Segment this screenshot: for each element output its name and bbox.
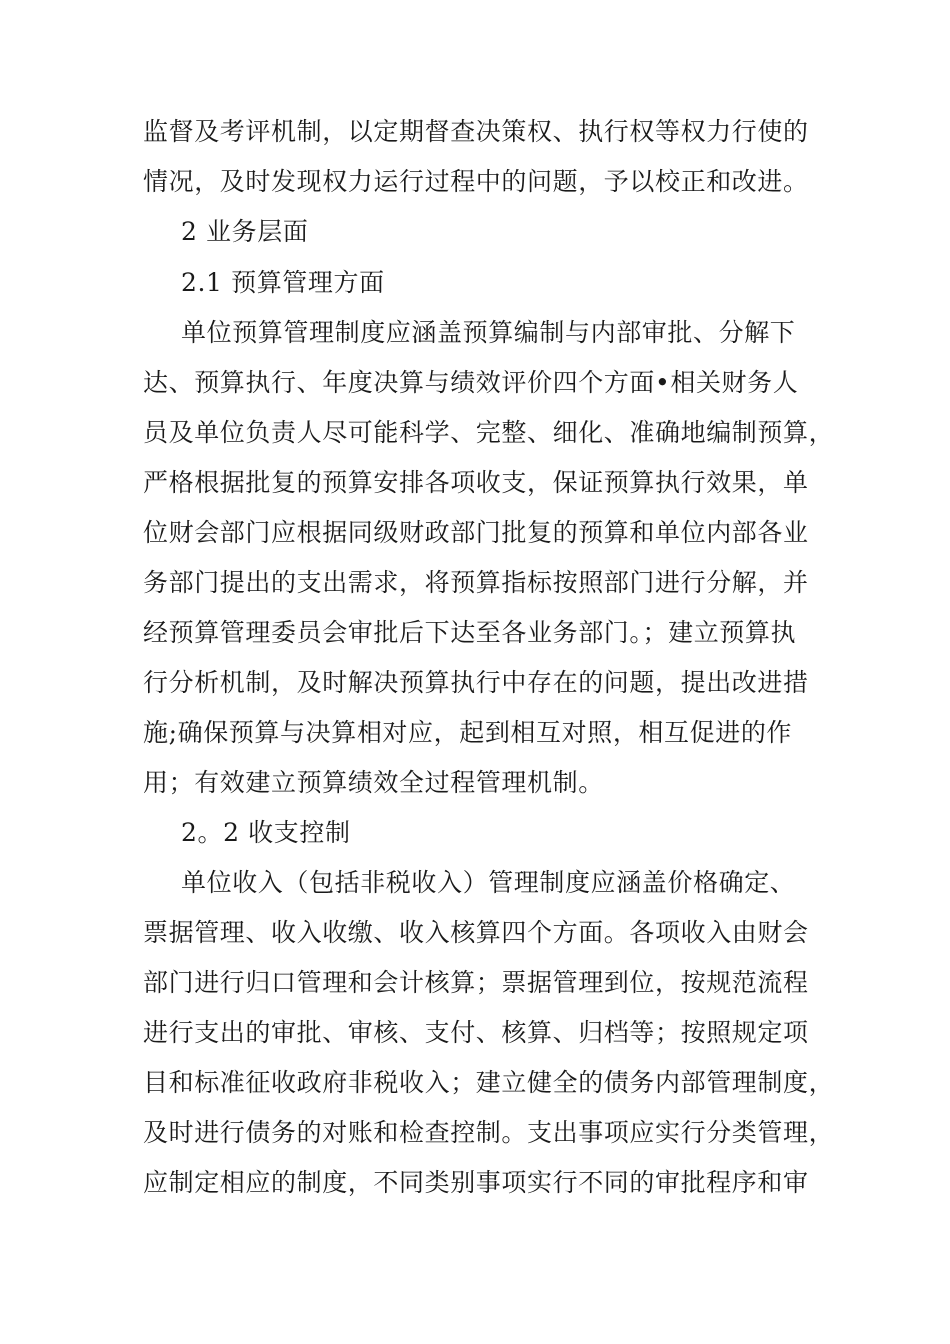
text-line: 用；有效建立预算绩效全过程管理机制。 bbox=[143, 768, 604, 797]
text-line: 监督及考评机制，以定期督查决策权、执行权等权力行使的 bbox=[143, 117, 809, 146]
text-line: 应制定相应的制度，不同类别事项实行不同的审批程序和审 bbox=[143, 1168, 809, 1197]
text-line: 行分析机制，及时解决预算执行中存在的问题，提出改进措 bbox=[143, 668, 809, 697]
text-line: 务部门提出的支出需求，将预算指标按照部门进行分解，并 bbox=[143, 568, 809, 597]
text-line: 经预算管理委员会审批后下达至各业务部门。；建立预算执 bbox=[143, 618, 797, 647]
text-line: 位财会部门应根据同级财政部门批复的预算和单位内部各业 bbox=[143, 518, 809, 547]
text-line: 目和标准征收政府非税收入；建立健全的债务内部管理制度， bbox=[143, 1068, 835, 1097]
text-line: 达、预算执行、年度决算与绩效评价四个方面•相关财务人 bbox=[143, 368, 799, 397]
text-line: 员及单位负责人尽可能科学、完整、细化、准确地编制预算， bbox=[143, 418, 835, 447]
paragraph-first-line: 单位收入（包括非税收入）管理制度应涵盖价格确定、 bbox=[181, 868, 796, 897]
subsection-heading: 2。2 收支控制 bbox=[181, 818, 351, 847]
text-line: 进行支出的审批、审核、支付、核算、归档等；按照规定项 bbox=[143, 1018, 809, 1047]
text-line: 严格根据批复的预算安排各项收支，保证预算执行效果，单 bbox=[143, 468, 809, 497]
section-heading: 2 业务层面 bbox=[181, 217, 309, 246]
paragraph-first-line: 单位预算管理制度应涵盖预算编制与内部审批、分解下 bbox=[181, 318, 796, 347]
text-line: 及时进行债务的对账和检查控制。支出事项应实行分类管理， bbox=[143, 1118, 835, 1147]
text-line: 施;确保预算与决算相对应，起到相互对照，相互促进的作 bbox=[143, 718, 793, 747]
subsection-heading: 2.1 预算管理方面 bbox=[181, 268, 385, 297]
text-line: 部门进行归口管理和会计核算；票据管理到位，按规范流程 bbox=[143, 968, 809, 997]
text-line: 票据管理、收入收缴、收入核算四个方面。各项收入由财会 bbox=[143, 918, 809, 947]
text-line: 情况，及时发现权力运行过程中的问题，予以校正和改进。 bbox=[143, 167, 809, 196]
